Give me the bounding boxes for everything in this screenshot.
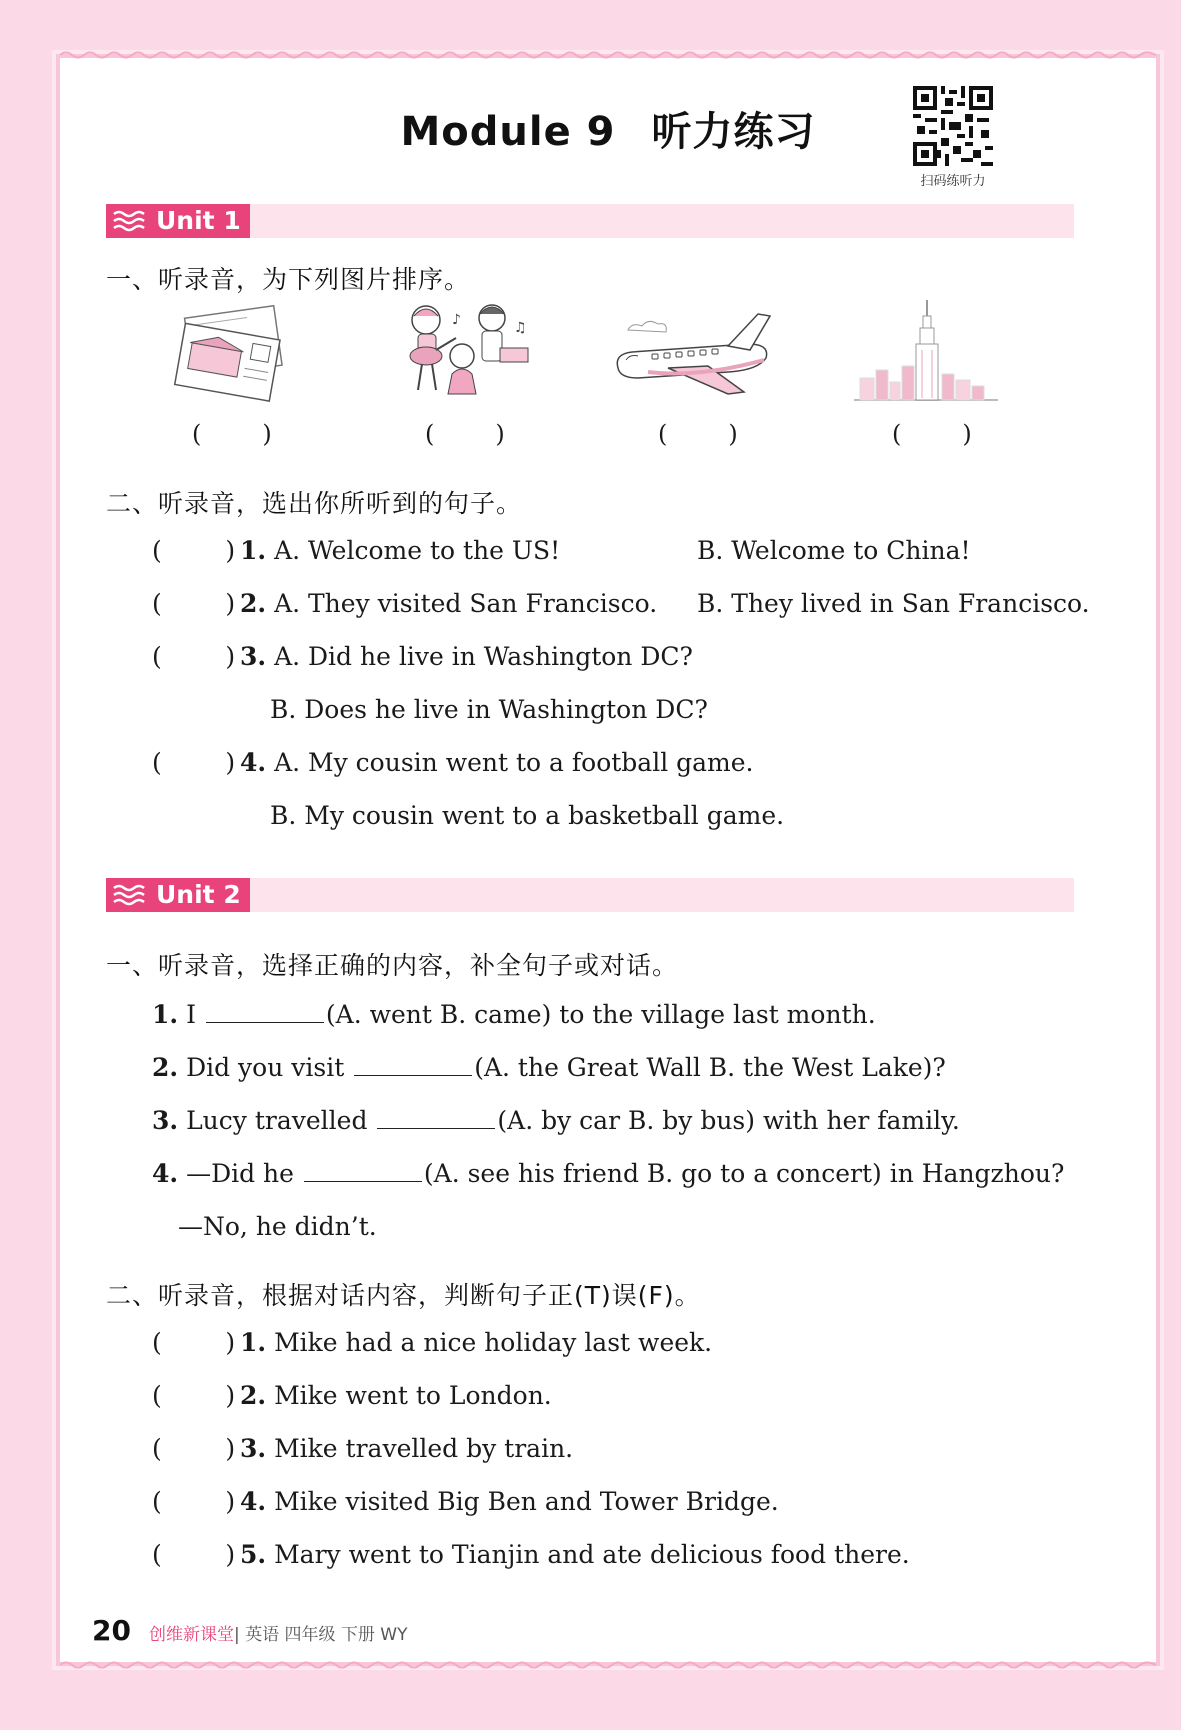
postcard-picture — [172, 304, 292, 404]
brand-name: 创维新课堂 — [148, 1625, 234, 1645]
page-footer — [92, 1614, 408, 1647]
answer-paren-u2p2-4[interactable]: ( ) — [152, 1487, 236, 1516]
u1p2-item4-a: 4. A. My cousin went to a football game. — [240, 748, 754, 777]
unit1-banner — [106, 204, 1074, 238]
wave-lines-icon — [112, 883, 146, 907]
u2p2-item2: 2. Mike went to London. — [240, 1381, 552, 1410]
worksheet-page — [60, 58, 1156, 1662]
qr-code[interactable] — [913, 86, 993, 189]
unit2-label: Unit 2 — [156, 880, 241, 909]
svg-text:♪: ♪ — [452, 312, 461, 328]
qr-label: 扫码练听力 — [920, 174, 986, 189]
u2p1-item4: 4. —Did he (A. see his friend B. go to a concert) in Hangzhou? — [152, 1159, 1065, 1188]
wave-lines-icon — [112, 209, 146, 233]
answer-paren-u1p2-4[interactable]: ( ) — [152, 748, 236, 777]
u2p2-item4: 4. Mike visited Big Ben and Tower Bridge. — [240, 1487, 779, 1516]
unit1-part2-heading: 二、听录音，选出你所听到的句子。 — [106, 489, 523, 518]
u2p1-reply: —No, he didn’t. — [178, 1212, 377, 1241]
qr-code-icon — [913, 86, 993, 166]
u2p1-item1: 1. I (A. went B. came) to the village last month. — [152, 1000, 876, 1029]
fill-blank-3[interactable] — [377, 1106, 495, 1129]
unit1-label: Unit 1 — [156, 206, 241, 235]
fill-blank-4[interactable] — [304, 1159, 422, 1182]
answer-paren-u2p2-3[interactable]: ( ) — [152, 1434, 236, 1463]
u2p2-item5: 5. Mary went to Tianjin and ate delicious food there. — [240, 1540, 910, 1569]
unit1-part1-heading: 一、听录音，为下列图片排序。 — [106, 265, 471, 294]
answer-paren-u1p2-2[interactable]: ( ) — [152, 589, 236, 618]
answer-paren-pic2[interactable]: ( ) — [425, 420, 505, 448]
u1p2-item3-a: 3. A. Did he live in Washington DC? — [240, 642, 693, 671]
u1p2-item1-a: 1. A. Welcome to the US! — [240, 536, 561, 565]
music-band-picture — [396, 298, 536, 408]
answer-paren-pic4[interactable]: ( ) — [892, 420, 972, 448]
airplane-picture — [608, 308, 778, 403]
answer-paren-u2p2-2[interactable]: ( ) — [152, 1381, 236, 1410]
answer-paren-pic1[interactable]: ( ) — [192, 420, 272, 448]
answer-paren-pic3[interactable]: ( ) — [658, 420, 738, 448]
module-label: Module 9 — [400, 109, 616, 155]
top-wave-border — [60, 50, 1156, 60]
page-number: 20 — [92, 1614, 131, 1647]
answer-paren-u2p2-1[interactable]: ( ) — [152, 1328, 236, 1357]
bottom-wave-border — [60, 1660, 1156, 1670]
unit2-tag — [106, 878, 250, 912]
unit1-tag — [106, 204, 250, 238]
answer-paren-u1p2-3[interactable]: ( ) — [152, 642, 236, 671]
u1p2-item2-a: 2. A. They visited San Francisco. — [240, 589, 658, 618]
book-info: | 英语 四年级 下册 WY — [233, 1625, 408, 1645]
fill-blank-1[interactable] — [206, 1000, 324, 1023]
u2p2-item1: 1. Mike had a nice holiday last week. — [240, 1328, 713, 1357]
unit2-banner — [106, 878, 1074, 912]
answer-paren-u1p2-1[interactable]: ( ) — [152, 536, 236, 565]
u1p2-item1-b: B. Welcome to China! — [697, 536, 971, 565]
answer-paren-u2p2-5[interactable]: ( ) — [152, 1540, 236, 1569]
title-cn: 听力练习 — [651, 109, 816, 155]
unit2-part2-heading: 二、听录音，根据对话内容，判断句子正(T)误(F)。 — [106, 1281, 701, 1310]
u2p1-item2: 2. Did you visit (A. the Great Wall B. the West Lake)? — [152, 1053, 946, 1082]
u1p2-item3-b: B. Does he live in Washington DC? — [270, 695, 708, 724]
svg-text:♫: ♫ — [514, 320, 527, 336]
u1p2-item2-b: B. They lived in San Francisco. — [697, 589, 1090, 618]
city-skyline-picture — [852, 298, 1002, 408]
fill-blank-2[interactable] — [354, 1053, 472, 1076]
unit2-part1-heading: 一、听录音，选择正确的内容，补全句子或对话。 — [106, 951, 679, 980]
u1p2-item4-b: B. My cousin went to a basketball game. — [270, 801, 785, 830]
u2p2-item3: 3. Mike travelled by train. — [240, 1434, 574, 1463]
u2p1-item3: 3. Lucy travelled (A. by car B. by bus) with her family. — [152, 1106, 960, 1135]
